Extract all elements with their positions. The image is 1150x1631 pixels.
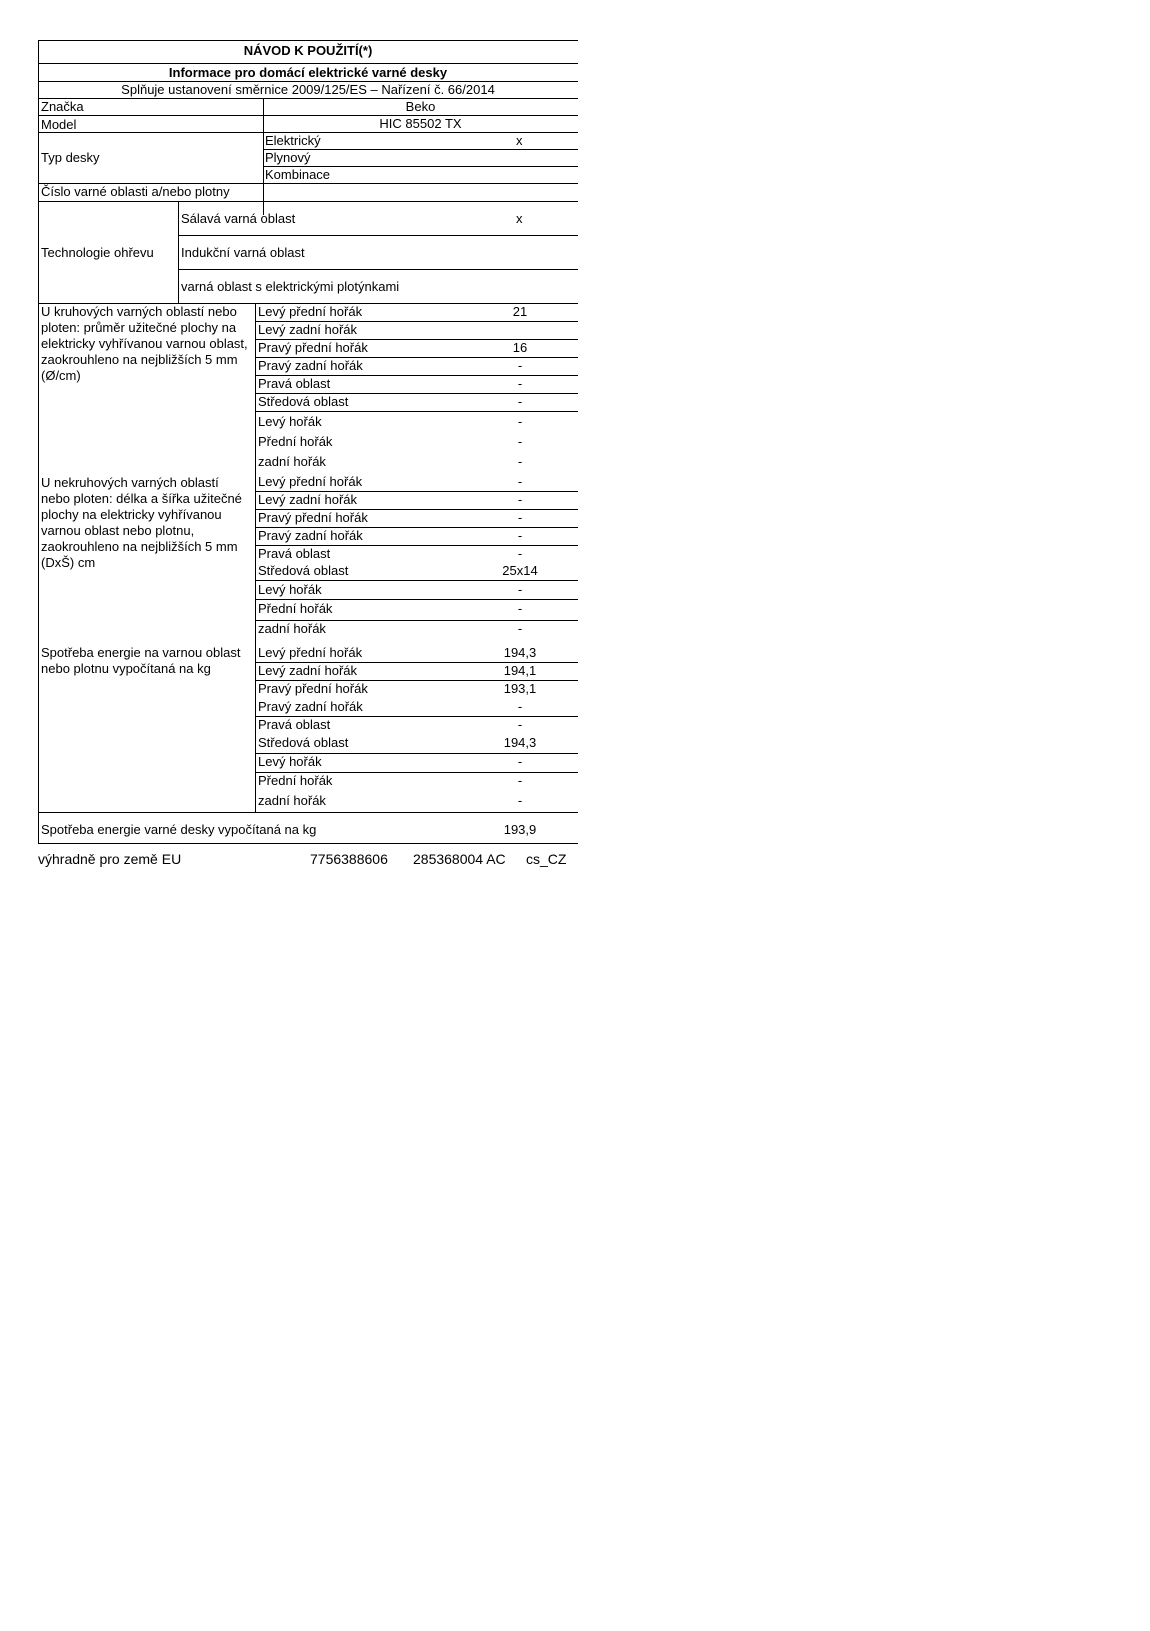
- divider: [38, 201, 578, 202]
- energy-zone-name: Levý zadní hořák: [258, 663, 358, 678]
- noncircular-zone-name: Levý hořák: [258, 582, 322, 597]
- energy-zone-name: Středová oblast: [258, 735, 349, 750]
- row-divider: [255, 680, 578, 681]
- circular-zone-name: Pravý zadní hořák: [258, 358, 363, 373]
- energy-zone-value: -: [517, 773, 523, 788]
- row-divider: [255, 662, 578, 663]
- circular-zone-value: 16: [512, 340, 528, 355]
- circular-zone-value: -: [517, 376, 523, 391]
- circular-zone-value: -: [517, 394, 523, 409]
- noncircular-zone-name: Levý přední hořák: [258, 474, 363, 489]
- brand-label: Značka: [41, 99, 84, 114]
- zone-count-label: Číslo varné oblasti a/nebo plotny: [41, 184, 230, 199]
- energy-zone-name: zadní hořák: [258, 793, 326, 808]
- energy-zone-name: Pravý přední hořák: [258, 681, 368, 696]
- hob-type-option: Kombinace: [265, 167, 331, 182]
- heating-tech-option: varná oblast s elektrickými plotýnkami: [181, 279, 400, 294]
- energy-zone-name: Levý hořák: [258, 754, 322, 769]
- heating-tech-label: Technologie ohřevu: [41, 245, 154, 260]
- document-code: 7756388606: [310, 851, 388, 867]
- energy-zone-name: Přední hořák: [258, 773, 333, 788]
- divider: [178, 235, 578, 236]
- energy-zone-value: -: [517, 717, 523, 732]
- noncircular-zone-name: Pravý přední hořák: [258, 510, 368, 525]
- hob-type-option: Plynový: [265, 150, 311, 165]
- row-divider: [255, 375, 578, 376]
- divider: [38, 843, 578, 844]
- noncircular-zone-name: Levý zadní hořák: [258, 492, 358, 507]
- row-divider: [255, 509, 578, 510]
- noncircular-zone-value: -: [517, 510, 523, 525]
- noncircular-zone-name: Pravá oblast: [258, 546, 331, 561]
- noncircular-zone-value: -: [517, 528, 523, 543]
- circular-zone-name: Levý hořák: [258, 414, 322, 429]
- circular-zone-name: Levý přední hořák: [258, 304, 363, 319]
- document-code: 285368004 AC: [413, 851, 506, 867]
- energy-zone-name: Pravý zadní hořák: [258, 699, 363, 714]
- table-border-left: [38, 40, 39, 812]
- document-subtitle: Informace pro domácí elektrické varné desky: [168, 65, 448, 80]
- noncircular-zone-name: Přední hořák: [258, 601, 333, 616]
- heating-tech-mark: x: [516, 211, 523, 226]
- energy-zone-value: 194,1: [503, 663, 537, 678]
- noncircular-zone-value: -: [517, 582, 523, 597]
- column-divider: [178, 201, 179, 303]
- divider: [38, 63, 578, 64]
- energy-zone-name: Levý přední hořák: [258, 645, 363, 660]
- noncircular-zone-value: -: [517, 601, 523, 616]
- noncircular-zone-name: Středová oblast: [258, 563, 349, 578]
- hob-type-mark: x: [516, 133, 523, 148]
- row-divider: [255, 357, 578, 358]
- circular-zone-value: 21: [512, 304, 528, 319]
- row-divider: [255, 339, 578, 340]
- energy-per-zone-label: Spotřeba energie na varnou oblast nebo plotnu vypočítaná na kg: [41, 645, 241, 676]
- energy-zone-value: 194,3: [503, 645, 537, 660]
- circular-zone-value: -: [517, 434, 523, 449]
- row-divider: [255, 772, 578, 773]
- row-divider: [255, 753, 578, 754]
- row-divider: [255, 393, 578, 394]
- circular-zone-value: -: [517, 454, 523, 469]
- row-divider: [255, 580, 578, 581]
- noncircular-zone-name: zadní hořák: [258, 621, 326, 636]
- row-divider: [255, 321, 578, 322]
- model-label: Model: [41, 117, 77, 132]
- eu-only-note: výhradně pro země EU: [38, 851, 182, 867]
- row-divider: [255, 527, 578, 528]
- compliance-text: Splňuje ustanovení směrnice 2009/125/ES – Nařízení č. 66/2014: [121, 82, 495, 97]
- energy-zone-value: -: [517, 699, 523, 714]
- circular-zone-name: Středová oblast: [258, 394, 349, 409]
- brand-value: Beko: [405, 99, 436, 114]
- column-divider: [255, 303, 256, 812]
- divider: [38, 812, 578, 813]
- hob-type-option: Elektrický: [265, 133, 321, 148]
- circular-zone-value: -: [517, 414, 523, 429]
- energy-zone-value: -: [517, 754, 523, 769]
- noncircular-zone-value: -: [517, 474, 523, 489]
- locale-code: cs_CZ: [526, 851, 567, 867]
- document-title: NÁVOD K POUŽITÍ(*): [243, 43, 373, 58]
- total-energy-label: Spotřeba energie varné desky vypočítaná na kg: [41, 822, 317, 837]
- noncircular-zone-value: 25x14: [502, 563, 538, 578]
- noncircular-zone-value: -: [517, 546, 523, 561]
- model-value: HIC 85502 TX: [379, 116, 462, 131]
- row-divider: [255, 545, 578, 546]
- noncircular-zone-value: -: [517, 492, 523, 507]
- energy-zone-name: Pravá oblast: [258, 717, 331, 732]
- circular-zone-name: Levý zadní hořák: [258, 322, 358, 337]
- noncircular-zone-name: Pravý zadní hořák: [258, 528, 363, 543]
- row-divider: [255, 599, 578, 600]
- energy-zone-value: -: [517, 793, 523, 808]
- circular-zone-name: Pravý přední hořák: [258, 340, 368, 355]
- row-divider: [255, 491, 578, 492]
- heating-tech-option: Sálavá varná oblast: [181, 211, 296, 226]
- energy-zone-value: 194,3: [503, 735, 537, 750]
- circular-zone-name: zadní hořák: [258, 454, 326, 469]
- heating-tech-option: Indukční varná oblast: [181, 245, 305, 260]
- hob-type-label: Typ desky: [41, 150, 100, 165]
- circular-zone-name: Pravá oblast: [258, 376, 331, 391]
- circular-zones-label: U kruhových varných oblastí nebo ploten: průměr užitečné plochy na elektricky vyhřívanou varnou oblast, zaokrouhleno na nejbližších 5 mm (Ø/cm): [41, 304, 248, 383]
- table-border-left: [38, 812, 39, 843]
- row-divider: [255, 620, 578, 621]
- table-border-top: [38, 40, 578, 41]
- row-divider: [255, 716, 578, 717]
- divider: [178, 269, 578, 270]
- noncircular-zone-value: -: [517, 621, 523, 636]
- circular-zone-name: Přední hořák: [258, 434, 333, 449]
- energy-zone-value: 193,1: [503, 681, 537, 696]
- noncircular-zones-label: U nekruhových varných oblastí nebo ploten: délka a šířka užitečné plochy na elektricky vyhřívanou varnou oblast nebo plotnu, zaokrouhleno na nejbližších 5 mm (DxŠ) cm: [41, 475, 242, 570]
- total-energy-value: 193,9: [503, 822, 537, 837]
- row-divider: [255, 411, 578, 412]
- circular-zone-value: -: [517, 358, 523, 373]
